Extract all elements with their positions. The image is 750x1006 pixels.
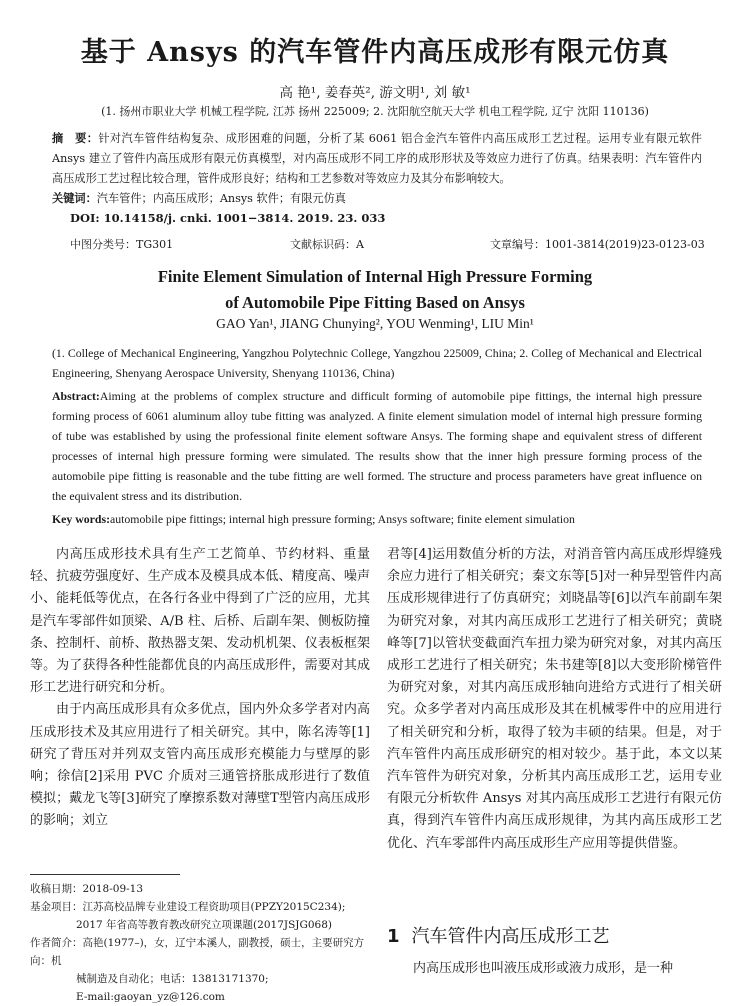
affiliations-zh: (1. 扬州市职业大学 机械工程学院, 江苏 扬州 225009; 2. 沈阳航空航天大学 机电工程学院, 辽宁 沈阳 110136) <box>101 105 649 118</box>
section-body: 内高压成形也叫液压成形或液力成形，是一种 <box>413 961 674 976</box>
footnote-received: 收稿日期：2018-09-13 <box>30 883 144 895</box>
affiliations-en: (1. College of Mechanical Engineering, Yangzhou Polytechnic College, Yangzhou 225009, China; 2. Colleg of Mechanical and Electrical Engineering, Shenyang Aerospace University, Shenyang 110136, China) <box>52 346 702 380</box>
body-column-left <box>30 544 370 833</box>
doi: DOI: 10.14158/j. cnki. 1001−3814. 2019. 23. 033 <box>70 211 386 225</box>
abstract-en <box>52 386 702 506</box>
title-en-line2: of Automobile Pipe Fitting Based on Ansys <box>225 293 525 312</box>
title-en <box>0 264 750 316</box>
clc-number: 中图分类号：TG301 <box>70 238 174 251</box>
classification-meta <box>70 236 710 256</box>
footnote-fund: 基金项目：江苏高校品牌专业建设工程资助项目(PPZY2015C234); <box>30 901 346 913</box>
footnote-divider <box>30 874 180 875</box>
abstract-en-text: Aiming at the problems of complex structure and difficult forming of automobile pipe fittings, the internal high pressure forming process of 6061 aluminum alloy tube fitting was analyzed. A finite element simulation model of internal high pressure forming of tube was established by using the professional finite element software Ansys. The forming shape and equivalent stress of different processes of internal high pressure forming were simulated. The results show that the inner high pressure forming process of the automobile pipe fitting is reasonable and the tube fitting are well formed. The structure and process parameters have great influence on the equivalent stress and its distribution. <box>52 389 702 503</box>
body-column-right <box>387 544 722 855</box>
keywords-zh-label: 关键词： <box>52 191 97 205</box>
document-code: 文献标识码：A <box>290 238 364 251</box>
footnote-email: E-mail:gaoyan_yz@126.com <box>76 991 225 1003</box>
authors-zh: 高 艳¹, 姜春英², 游文明¹, 刘 敏¹ <box>279 85 471 101</box>
abstract-zh-text: 针对汽车管件结构复杂、成形困难的问题，分析了某 6061 铝合金汽车管件内高压成形工艺过程。运用专业有限元软件 Ansys 建立了管件内高压成形有限元仿真模型，对内高压成形不同工序的成形形状及等效应力进行了仿真。结果表明：汽车管件内高压成形工艺过程比较合理，管件成形良好；结构和工艺参数对等效应力及其分布影响较大。 <box>52 132 702 185</box>
body-paragraph: 君等[4]运用数值分析的方法，对消音管内高压成形焊缝残余应力进行了相关研究；秦文东等[5]对一种异型管件内高压成形规律进行了仿真研究；刘晓晶等[6]以汽车前副车架为研究对象，对其内高压成形工艺进行了相关研究；黄晓峰等[7]以管状变截面汽车扭力梁为研究对象，对其内高压成形工艺进行了相关研究；朱书建等[8]以大变形阶梯管件为研究对象，对其内高压成形轴向进给方式进行了相关研究。众多学者对内高压成形及其在机械零件中的应用进行了相关研究和分析，取得了较为丰硕的结果。但是，对于汽车管件内高压成形研究的相对较少。基于此，本文以某汽车管件为研究对象，分析其内高压成形工艺，运用专业有限元分析软件 Ansys 对其内高压成形工艺进行有限元仿真，得到汽车管件内高压成形规律，为其内高压成形工艺优化、汽车零部件内高压成形生产应用等提供借鉴。 <box>387 547 722 851</box>
footnote-author: 作者简介：高艳(1977–)，女，辽宁本溪人，副教授，硕士，主要研究方向：机 <box>30 937 365 967</box>
section-heading <box>387 922 610 948</box>
keywords-en-text: automobile pipe fittings; internal high pressure forming; Ansys software; finite element simulation <box>110 512 575 526</box>
keywords-zh <box>52 188 702 209</box>
body-paragraph: 内高压成形技术具有生产工艺简单、节约材料、重量轻、抗疲劳强度好、生产成本及模具成本低、精度高、噪声小、能耗低等优点，在各行各业中得到了广泛的应用，尤其是汽车零部件如顶梁、A/B 柱、后桥、后副车架、侧板防撞条、控制杆、前桥、散热器支架、发动机机架、仪表板框架等。为了获得各种性能都优良的内高压成形件，需要对其成形工艺进行研究和分析。 <box>30 547 370 696</box>
section-title: 汽车管件内高压成形工艺 <box>411 926 610 947</box>
footnote-author-cont: 械制造及自动化；电话：13813171370; <box>76 973 269 985</box>
abstract-zh-label: 摘 要： <box>52 131 99 145</box>
abstract-zh <box>52 128 702 189</box>
keywords-zh-text: 汽车管件；内高压成形；Ansys 软件；有限元仿真 <box>96 192 346 205</box>
title-en-line1: Finite Element Simulation of Internal High Pressure Forming <box>157 267 593 286</box>
abstract-en-label: Abstract: <box>52 389 100 403</box>
keywords-en-label: Key words: <box>52 512 110 526</box>
keywords-en <box>52 509 702 529</box>
authors-en: GAO Yan¹, JIANG Chunying², YOU Wenming¹, LIU Min¹ <box>216 316 534 331</box>
paper-title: 基于 Ansys 的汽车管件内高压成形有限元仿真 <box>80 37 670 68</box>
footnotes <box>30 880 375 1006</box>
article-number: 文章编号：1001-3814(2019)23-0123-03 <box>490 238 705 251</box>
body-paragraph: 由于内高压成形具有众多优点，国内外众多学者对内高压成形技术及其应用进行了相关研究。其中，陈名涛等[1]研究了背压对并列双支管内高压成形充模能力与壁厚的影响；徐信[2]采用 PVC 介质对三通管挤胀成形进行了数值模拟；戴龙飞等[3]研究了摩擦系数对薄壁T型管内高压成形的影响；刘立 <box>30 702 370 829</box>
section-number: 1 <box>387 926 400 947</box>
footnote-fund-cont: 2017 年省高等教育教改研究立项课题(2017JSJG068) <box>76 919 333 931</box>
